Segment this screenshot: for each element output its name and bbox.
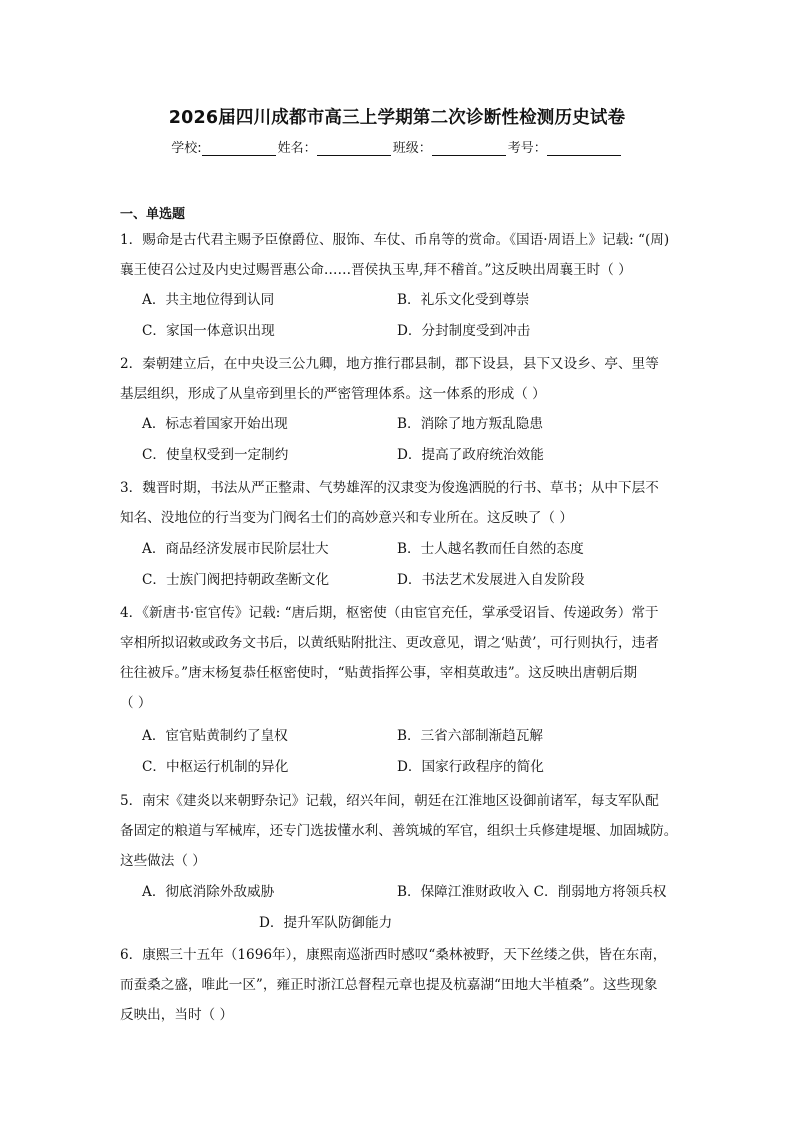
option-a: A．宦官贴黄制约了皇权 — [142, 728, 288, 744]
option-d: D．分封制度受到冲击 — [397, 323, 531, 339]
question-1 — [120, 225, 680, 285]
option-d: D．国家行政程序的简化 — [397, 759, 544, 775]
class-blank — [432, 141, 506, 156]
question-line: 知名、没地位的行当变为门阀名士们的高妙意兴和专业所在。这反映了（ ） — [120, 510, 573, 526]
option-b: B．士人越名教而任自然的态度 — [397, 541, 584, 557]
option-c: C．士族门阀把持朝政垄断文化 — [142, 572, 330, 588]
option-b: B．礼乐文化受到尊崇 — [397, 292, 530, 308]
question-line: 而蚕桑之盛，唯此一区”，雍正时浙江总督程元章也提及杭嘉湖“田地大半植桑”。这些现象 — [120, 977, 658, 993]
question-3 — [120, 473, 680, 533]
question-line: 1．赐命是古代君主赐予臣僚爵位、服饰、车仗、币帛等的赏命。《国语·周语上》记载: “(周) — [120, 232, 670, 248]
exam-no-blank — [547, 141, 621, 156]
name-field — [278, 137, 393, 156]
school-field — [171, 137, 277, 156]
question-line: 5．南宋《建炎以来朝野杂记》记载，绍兴年间，朝廷在江淮地区设御前诸军，每支军队配 — [120, 793, 659, 809]
section-heading: 一、单选题 — [120, 207, 186, 222]
question-2 — [120, 349, 680, 409]
option-a: A．共主地位得到认同 — [142, 292, 275, 308]
question-4 — [120, 598, 680, 718]
option-b-c: B．保障江淮财政收入 C．削弱地方将领兵权 — [397, 884, 667, 900]
question-line: 2．秦朝建立后，在中央设三公九卿，地方推行郡县制，郡下设县，县下又设乡、亭、里等 — [120, 356, 659, 372]
question-line: 襄王使召公过及内史过赐晋惠公命……晋侯执玉卑,拜不稽首。”这反映出周襄王时（ ） — [120, 262, 632, 278]
option-d: D．书法艺术发展进入自发阶段 — [397, 572, 585, 588]
option-c: C．中枢运行机制的异化 — [142, 759, 289, 775]
school-label: 学校: — [171, 141, 202, 156]
school-blank — [202, 141, 276, 156]
question-line: 基层组织，形成了从皇帝到里长的严密管理体系。这一体系的形成（ ） — [120, 386, 546, 402]
question-5 — [120, 786, 680, 876]
name-blank — [317, 141, 391, 156]
question-line: 这些做法（ ） — [120, 853, 206, 869]
question-line: 往往被斥。”唐末杨复恭任枢密使时，“贴黄指挥公事，宰相莫敢违”。这反映出唐朝后期 — [120, 665, 638, 681]
class-field — [393, 137, 508, 156]
option-a: A．标志着国家开始出现 — [142, 416, 288, 432]
question-line: （ ） — [120, 695, 152, 711]
option-c: C．家国一体意识出现 — [142, 323, 275, 339]
exam-no-label: 考号： — [507, 141, 547, 156]
option-a: A．商品经济发展市民阶层壮大 — [142, 541, 329, 557]
question-line: 6．康熙三十五年（1696年），康熙南巡浙西时感叹“桑林被野，天下丝缕之供，皆在东南， — [120, 947, 667, 963]
option-d: D．提高了政府统治效能 — [397, 447, 544, 463]
option-b: B．三省六部制渐趋瓦解 — [397, 728, 543, 744]
question-line: 4．《新唐书·宦官传》记载: “唐后期，枢密使（由宦官充任，掌承受诏旨、传递政务）常于 — [120, 605, 659, 621]
name-label: 姓名： — [277, 141, 317, 156]
question-line: 宰相所拟诏敕或政务文书后，以黄纸贴附批注、更改意见，谓之‘贴黄’，可行则执行，违者 — [120, 635, 659, 651]
option-d: D．提升军队防御能力 — [259, 915, 393, 931]
option-c: C．使皇权受到一定制约 — [142, 447, 289, 463]
question-6 — [120, 940, 680, 1030]
question-line: 备固定的粮道与军械库，还专门选拔懂水利、善筑城的军官，组织士兵修建堤堰、加固城防。 — [120, 823, 678, 839]
question-line: 3．魏晋时期，书法从严正整肃、气势雄浑的汉隶变为俊逸洒脱的行书、草书；从中下层不 — [120, 480, 659, 496]
class-label: 班级： — [392, 141, 432, 156]
student-info-row — [0, 137, 794, 156]
question-line: 反映出，当时（ ） — [120, 1007, 234, 1023]
option-b: B．消除了地方叛乱隐患 — [397, 416, 543, 432]
exam-no-field — [508, 137, 623, 156]
exam-title: 2026届四川成都市高三上学期第二次诊断性检测历史试卷 — [168, 108, 626, 128]
option-a: A．彻底消除外敌威胁 — [142, 884, 275, 900]
